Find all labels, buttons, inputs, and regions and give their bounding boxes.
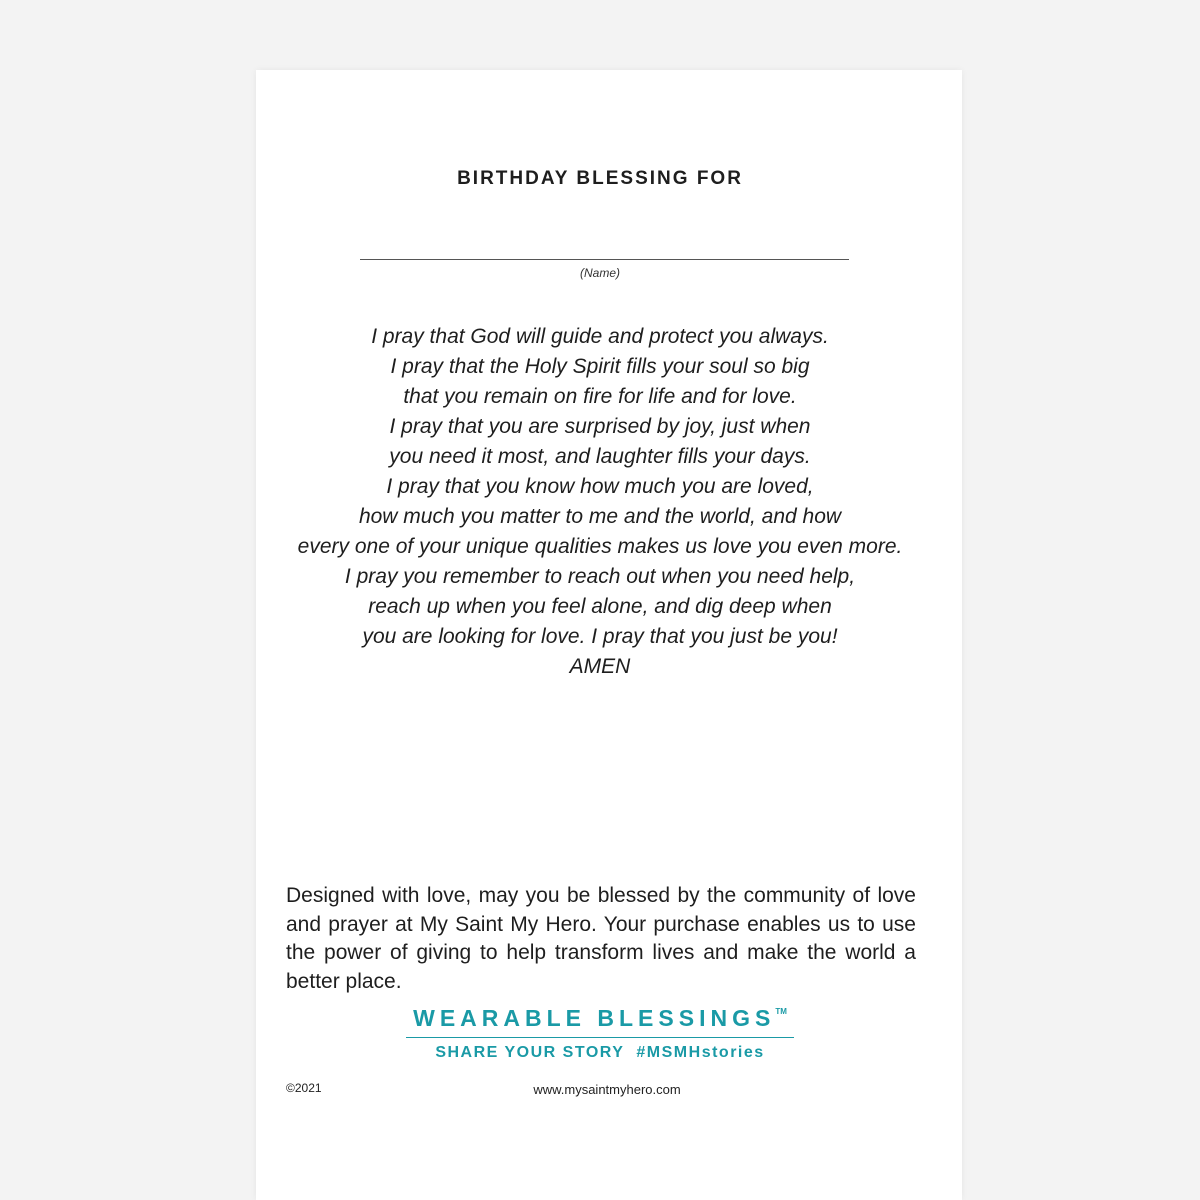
copyright: ©2021 bbox=[286, 1081, 322, 1095]
trademark-mark: TM bbox=[775, 1007, 787, 1016]
brand-tagline bbox=[0, 1044, 1200, 1062]
prayer-line: I pray that you know how much you are loved, bbox=[386, 475, 814, 498]
name-write-in-line bbox=[360, 259, 849, 260]
website-url: www.mysaintmyhero.com bbox=[533, 1082, 681, 1097]
prayer-text bbox=[240, 322, 960, 682]
hashtag: #MSMHstories bbox=[636, 1044, 765, 1061]
prayer-line: reach up when you feel alone, and dig deep when bbox=[368, 595, 832, 618]
tagline-text: SHARE YOUR STORY bbox=[435, 1044, 625, 1061]
brand-logo-text bbox=[0, 1005, 1200, 1032]
about-paragraph: Designed with love, may you be blessed by the community of love and prayer at My Saint My Hero. Your purchase enables us to use the power of giving to help transform lives and make the world a better place. bbox=[286, 884, 916, 993]
prayer-line: that you remain on fire for life and for love. bbox=[403, 385, 797, 408]
brand-name: WEARABLE BLESSINGS bbox=[413, 1005, 776, 1031]
prayer-line: I pray that God will guide and protect you always. bbox=[371, 325, 829, 348]
prayer-line: every one of your unique qualities makes us love you even more. bbox=[297, 535, 903, 558]
prayer-line: I pray that the Holy Spirit fills your soul so big bbox=[390, 355, 810, 378]
prayer-amen: AMEN bbox=[569, 655, 631, 678]
name-label: (Name) bbox=[579, 266, 620, 280]
prayer-line: you are looking for love. I pray that you just be you! bbox=[362, 625, 838, 648]
prayer-line: you need it most, and laughter fills your days. bbox=[389, 445, 811, 468]
brand-divider bbox=[406, 1037, 794, 1038]
card-title: BIRTHDAY BLESSING FOR bbox=[457, 168, 743, 189]
prayer-line: I pray that you are surprised by joy, just when bbox=[389, 415, 811, 438]
prayer-line: how much you matter to me and the world, and how bbox=[358, 505, 842, 528]
prayer-line: I pray you remember to reach out when you need help, bbox=[344, 565, 856, 588]
